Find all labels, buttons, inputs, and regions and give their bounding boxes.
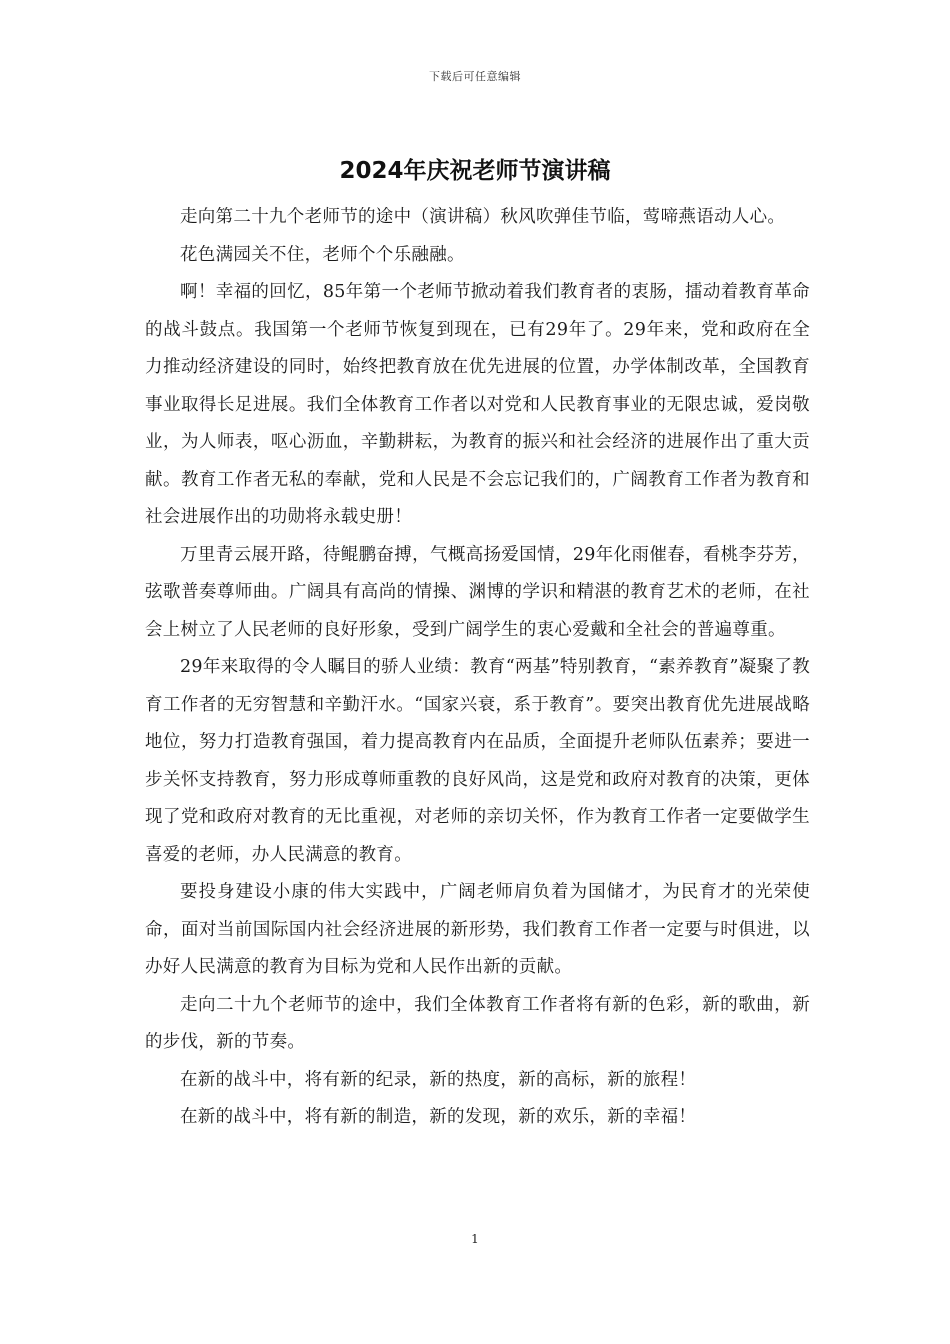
document-body <box>145 199 810 1137</box>
paragraph: 万里青云展开路，待鲲鹏奋搏，气概高扬爱国情，29年化雨催春，看桃李芬芳，弦歌普奏尊师曲。广阔具有高尚的情操、渊博的学识和精湛的教育艺术的老师，在社会上树立了人民老师的良好形象，受到广阔学生的衷心爱戴和全社会的普遍尊重。 <box>145 544 810 640</box>
paragraph: 在新的战斗中，将有新的制造，新的发现，新的欢乐，新的幸福！ <box>180 1107 697 1127</box>
paragraph: 走向第二十九个老师节的途中（演讲稿）秋风吹弹佳节临，莺啼燕语动人心。 <box>180 207 786 227</box>
paragraph: 花色满园关不住，老师个个乐融融。 <box>180 244 465 265</box>
paragraph: 29年来取得的令人瞩目的骄人业绩：教育“两基”特别教育，“素养教育”凝聚了教育工作者的无穷智慧和辛勤汗水。“国家兴衰，系于教育”。要突出教育优先进展战略地位，努力打造教育强国，着力提高教育内在品质，全面提升老师队伍素养；要进一步关怀支持教育，努力形成尊师重教的良好风尚，这是党和政府对教育的决策，更体现了党和政府对教育的无比重视，对老师的亲切关怀，作为教育工作者一定要做学生喜爱的老师，办人民满意的教育。 <box>145 657 810 865</box>
page-number: 1 <box>471 1232 479 1246</box>
paragraph: 啊！幸福的回忆，85年第一个老师节掀动着我们教育者的衷肠，擂动着教育革命的战斗鼓点。我国第一个老师节恢复到现在，已有29年了。29年来，党和政府在全力推动经济建设的同时，始终把教育放在优先进展的位置，办学体制改革，全国教育事业取得长足进展。我们全体教育工作者以对党和人民教育事业的无限忠诚，爱岗敬业，为人师表，呕心沥血，辛勤耕耘，为教育的振兴和社会经济的进展作出了重大贡献。教育工作者无私的奉献，党和人民是不会忘记我们的，广阔教育工作者为教育和社会进展作出的功勋将永载史册！ <box>145 282 810 527</box>
document-title: 2024年庆祝老师节演讲稿 <box>339 158 611 184</box>
header-note: 下载后可任意编辑 <box>429 70 521 83</box>
paragraph: 要投身建设小康的伟大实践中，广阔老师肩负着为国储才，为民育才的光荣使命，面对当前国际国内社会经济进展的新形势，我们教育工作者一定要与时俱进，以办好人民满意的教育为目标为党和人民作出新的贡献。 <box>145 882 810 977</box>
paragraph: 走向二十九个老师节的途中，我们全体教育工作者将有新的色彩，新的歌曲，新的步伐，新的节奏。 <box>145 994 810 1052</box>
paragraph: 在新的战斗中，将有新的纪录，新的热度，新的高标，新的旅程！ <box>180 1069 697 1090</box>
